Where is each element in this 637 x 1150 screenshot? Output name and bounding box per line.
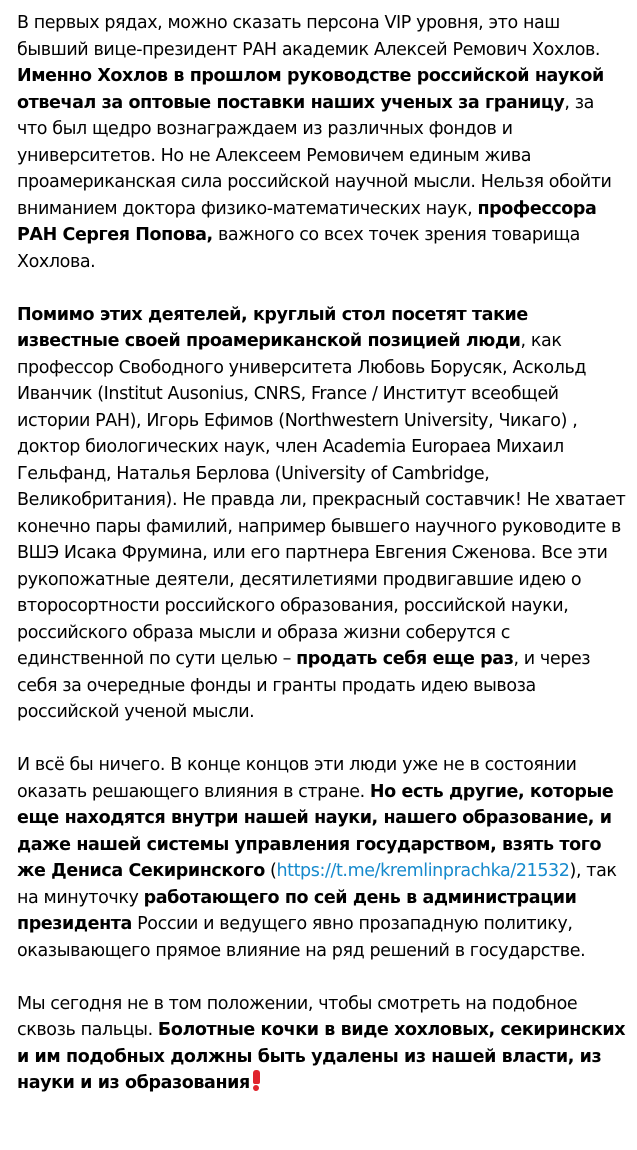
paragraph-3 [17, 302, 629, 726]
paragraph-5-text-1: Мы сегодня не в том положении, чтобы смотреть на подобное сквозь пальцы. [17, 993, 578, 1040]
paragraph-5 [17, 991, 629, 1097]
paragraph-5-bold-1: Болотные кочки в виде хохловых, секиринских и им подобных должны быть удалены из нашей власти, из науки и из образования [17, 1020, 626, 1093]
paragraph-3-text-2: , и через себя за очередные фонды и гранты продать идею вывоза российской ученой мысли. [17, 649, 591, 722]
exclamation-mark-icon [252, 1070, 261, 1090]
paragraph-1-text: В первых рядах, можно сказать персона VIP уровня, это наш бывший вице-президент РАН академик Алексей Ремович Хохлов. [17, 13, 601, 60]
paragraph-3-bold-2: продать себя еще раз [296, 649, 514, 669]
paragraph-4-bold-2: работающего по сей день в администрации президента [17, 887, 577, 934]
paragraph-3-bold-1: Помимо этих деятелей, круглый стол посетят такие известные своей проамериканской позицией люди [17, 304, 528, 351]
paragraph-2-text-2: важного со всех точек зрения товарища Хохлова. [17, 225, 580, 272]
paragraph-4-text-4: России и ведущего явно прозападную политику, оказывающего прямое влияние на ряд решений в государстве. [17, 914, 586, 961]
paragraph-4 [17, 752, 629, 964]
paragraph-4-text-2: ( [264, 861, 277, 881]
paragraph-4-bold-1: Но есть другие, которые еще находятся внутри нашей науки, нашего образование, и даже нашей системы управления государством, взять того же Дениса Секиринского [17, 781, 614, 881]
paragraph-2-text-1: , за что был щедро вознаграждаем из различных фондов и университетов. Но не Алексеем Ремовичем единым жива проамериканская сила российской научной мысли. Нельзя обойти вниманием доктора физико-математических наук, [17, 92, 612, 219]
paragraph-4-text-1: И всё бы ничего. В конце концов эти люди уже не в состоянии оказать решающего влияния в стране. [17, 755, 577, 802]
paragraph-1 [17, 10, 629, 63]
paragraph-3-text-1: , как профессор Свободного университета Любовь Борусяк, Аскольд Иванчик (Institut Ausonius, CNRS, France / Институт всеобщей истории РАН), Игорь Ефимов (Northwestern University, Чикаго) , доктор биологических наук, член Academia Europaea Михаил Гельфанд, Наталья Берлова (University of Cambridge, Великобритания). Не правда ли, прекрасный составчик! Не хватает конечно пары фамилий, например бывшего научного руководите в ВШЭ Исака Фрумина, или его партнера Евгения Сженова. Все эти рукопожатные деятели, десятилетиями продвигавшие идею о второсортности российского образования, российской науки, российского образа мысли и образа жизни соберутся с единственной по сути целью – [17, 331, 626, 669]
paragraph-4-text-3: ), так на минуточку [17, 861, 617, 908]
paragraph-2-bold-2: профессора РАН Сергея Попова, [17, 198, 597, 245]
paragraph-2 [17, 63, 629, 275]
paragraph-2-bold-1: Именно Хохлов в прошлом руководстве российской наукой отвечал за оптовые поставки наших ученых за границу [17, 66, 604, 113]
kremlinprachka-link[interactable]: https://t.me/kremlinprachka/21532 [276, 861, 570, 881]
